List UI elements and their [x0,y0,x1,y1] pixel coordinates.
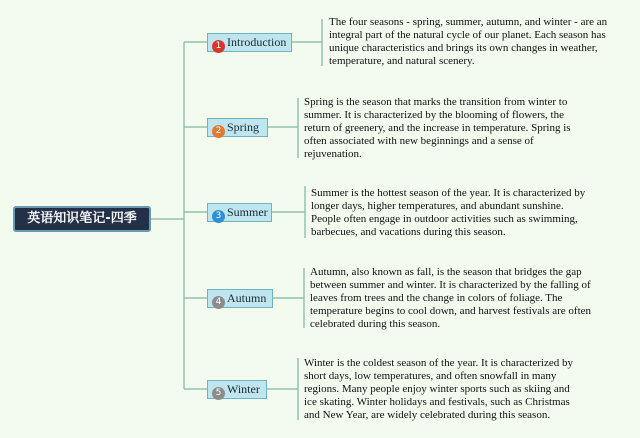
topic-description-spring: Spring is the season that marks the transition from winter to summer. It is characterized by the blooming of flowers, the return of greenery, and the increase in temperature. Spring is often associated with new beginnings and a sense of rejuvenation. [304,96,571,160]
topic-spring[interactable] [207,118,268,137]
topic-label: Introduction [227,35,287,49]
topic-description-winter: Winter is the coldest season of the year. It is characterized by short days, low temperatures, and often snowfall in many regions. Many people enjoy winter sports such as skiing and ice skating. Winter holidays and festivals, such as Christmas and New Year, are widely celebrated during this season. [304,357,573,421]
topic-label: Autumn [227,291,267,305]
topic-number-badge: 4 [212,296,225,309]
topic-label: Winter [227,382,260,396]
topic-label: Summer [227,205,268,219]
topic-description-autumn: Autumn, also known as fall, is the season that bridges the gap between summer and winter. It is characterized by the falling of leaves from trees and the change in colors of foliage. The temperature begins to cool down, and harvest festivals are often celebrated during this season. [310,266,592,330]
root-topic[interactable] [13,206,151,232]
root-topic-label: 英语知识笔记-四季 [27,211,137,226]
topic-description-introduction: The four seasons - spring, summer, autumn, and winter - are an integral part of the natural cycle of our planet. Each season has unique characteristics and brings its own changes in weather, temperature, and natural scenery. [329,16,608,67]
topic-number-badge: 1 [212,40,225,53]
topic-winter[interactable] [207,380,267,399]
topic-introduction[interactable] [207,33,292,52]
topic-summer[interactable] [207,203,272,222]
topic-number-badge: 3 [212,210,225,223]
topic-number-badge: 5 [212,387,225,400]
topic-label: Spring [227,120,260,134]
topic-autumn[interactable] [207,289,273,308]
topic-number-badge: 2 [212,125,225,138]
topic-description-summer: Summer is the hottest season of the year. It is characterized by longer days, higher temperatures, and abundant sunshine. People often engage in outdoor activities such as swimming, barbecues, and vacations during this season. [311,187,586,238]
